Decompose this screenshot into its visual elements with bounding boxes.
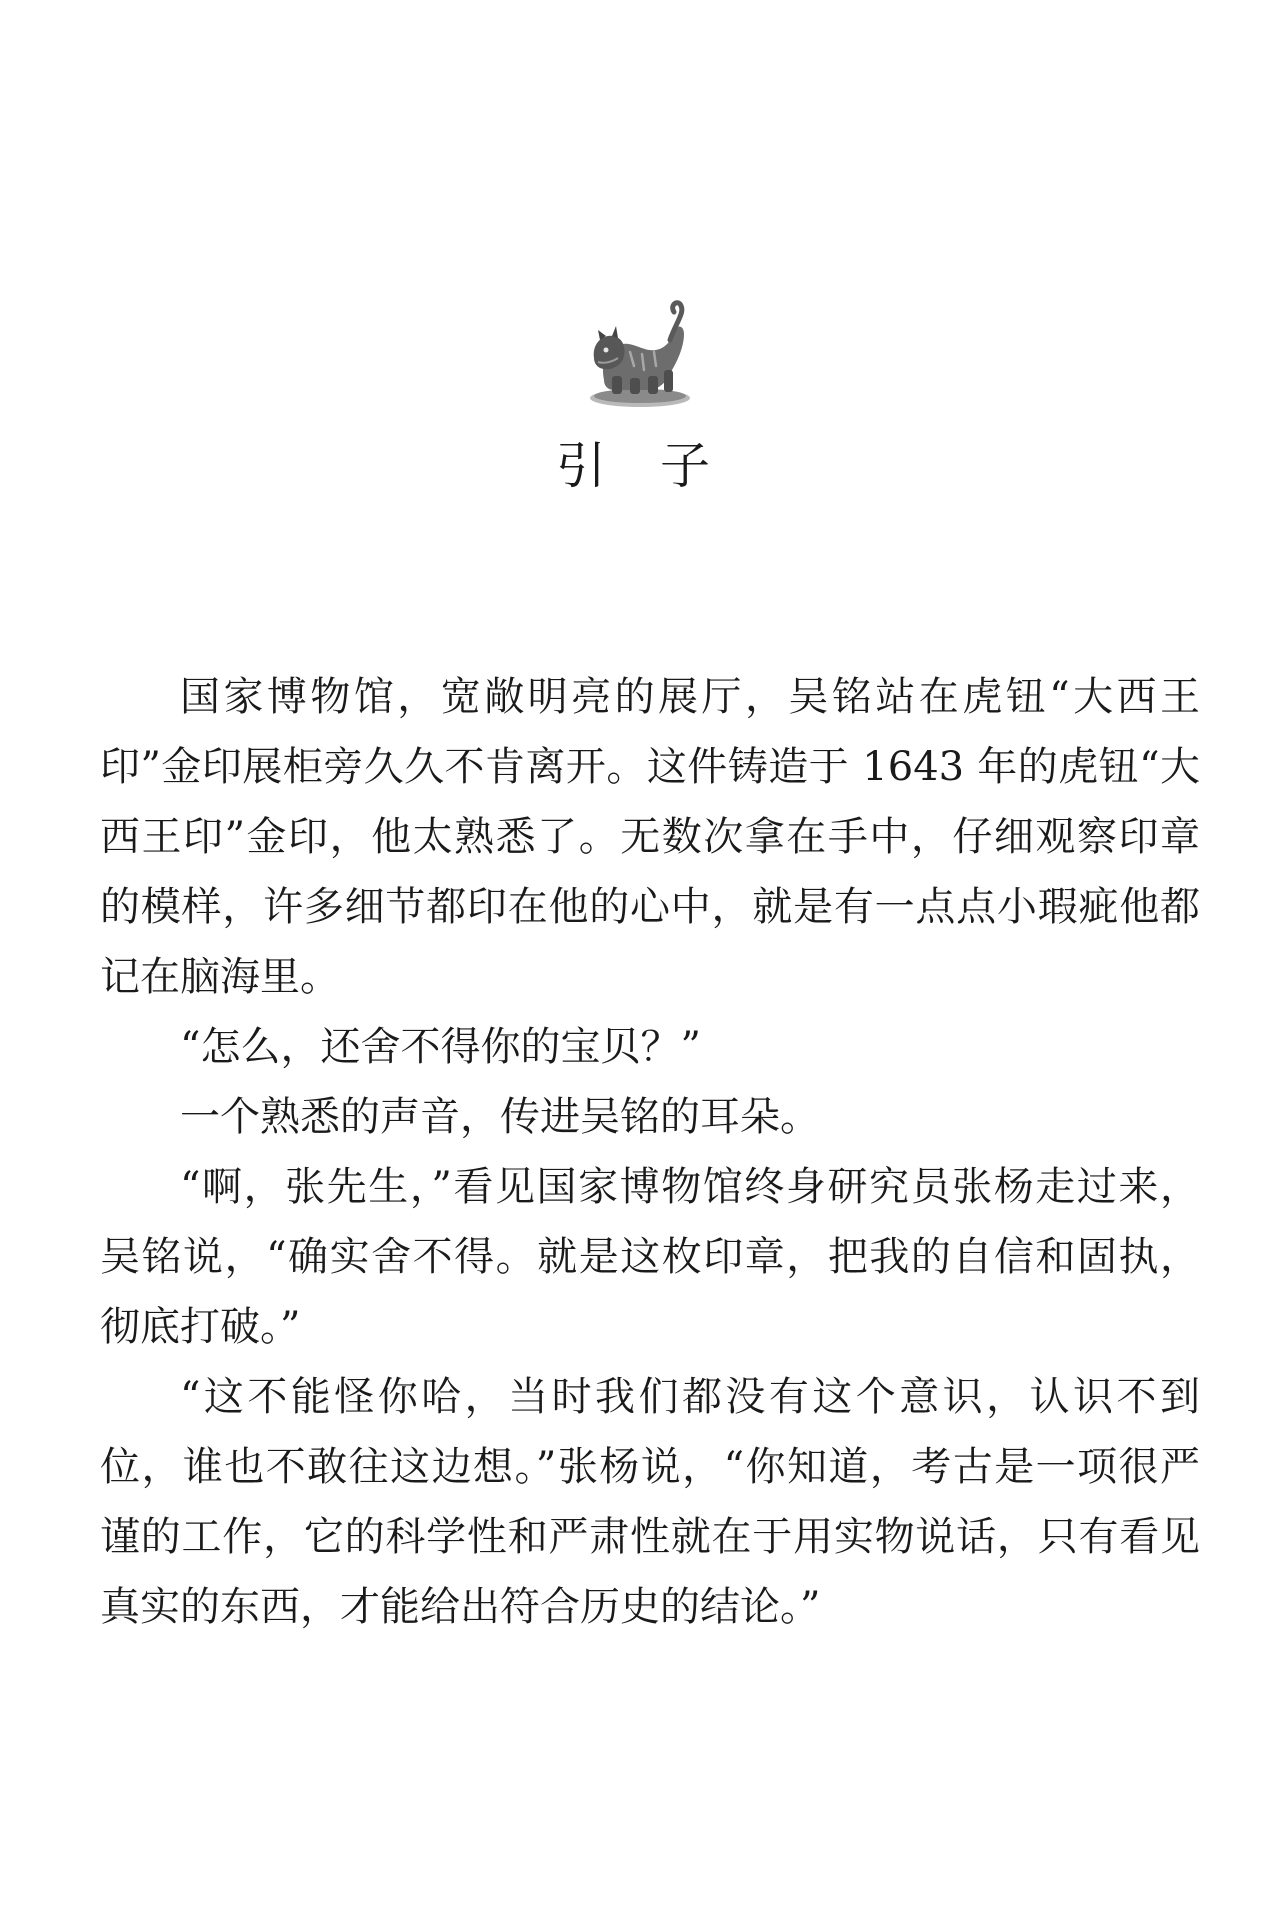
paragraph: 国家博物馆，宽敞明亮的展厅，吴铭站在虎钮“大西王印”金印展柜旁久久不肯离开。这件铸造于 1643 年的虎钮“大西王印”金印，他太熟悉了。无数次拿在手中，仔细观察印章的模样，许多细节都印在他的心中，就是有一点点小瑕疵他都记在脑海里。 xyxy=(100,674,1200,1000)
paragraph: 一个熟悉的声音，传进吴铭的耳朵。 xyxy=(180,1094,820,1140)
tiger-seal-illustration xyxy=(586,300,692,410)
paragraph: “这不能怪你哈，当时我们都没有这个意识，认识不到位，谁也不敢往这边想。”张杨说，“你知道，考古是一项很严谨的工作，它的科学性和严肃性就在于用实物说话，只有看见真实的东西，才能给出符合历史的结论。” xyxy=(100,1374,1200,1630)
tiger-seal-icon xyxy=(586,300,692,410)
body-text xyxy=(100,662,1200,1642)
paragraph: “怎么，还舍不得你的宝贝？” xyxy=(180,1024,701,1070)
chapter-title: 引 子 xyxy=(556,437,712,495)
paragraph: “啊，张先生，”看见国家博物馆终身研究员张杨走过来，吴铭说，“确实舍不得。就是这枚印章，把我的自信和固执，彻底打破。” xyxy=(100,1164,1200,1350)
